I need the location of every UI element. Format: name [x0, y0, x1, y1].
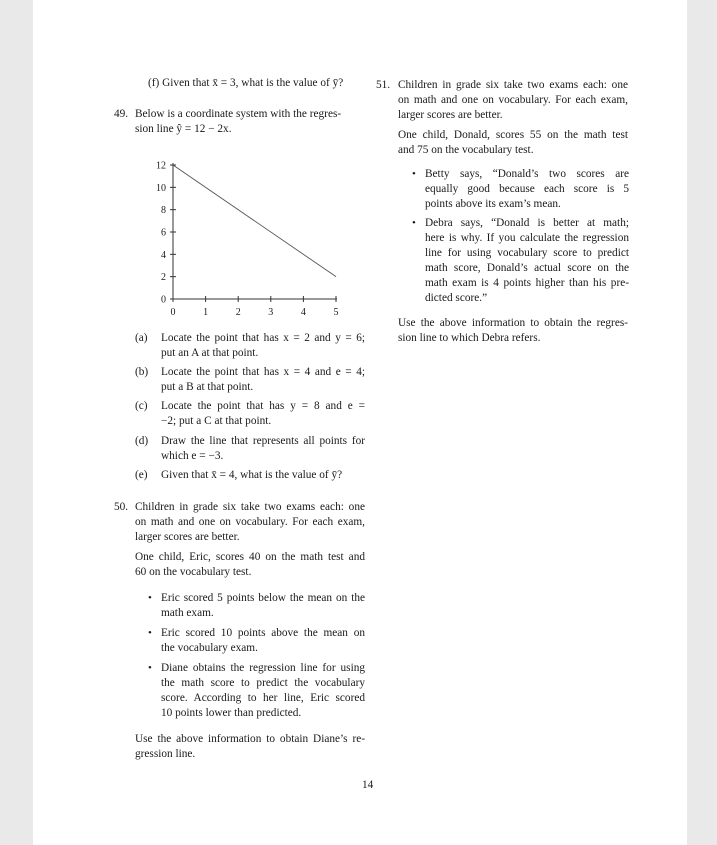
text-line: Use the above information to obtain the regres-	[398, 317, 628, 329]
bullet-text-line: line for using vocabulary score to predict	[425, 247, 629, 259]
regression-line	[173, 165, 336, 277]
part-label: (d)	[135, 435, 149, 447]
text-line: One child, Eric, scores 40 on the math test and	[135, 551, 365, 563]
bullet-text-line: math exam.	[161, 607, 214, 619]
bullet-text-line: Betty says, “Donald’s two scores are	[425, 168, 629, 180]
bullet-text-line: score. According to her line, Eric scored	[161, 692, 365, 704]
part-label: (b)	[135, 366, 149, 378]
part-text-line2: −2; put a C at that point.	[161, 415, 272, 427]
text-line: on math and one on vocabulary. For each exam,	[398, 94, 628, 106]
bullet-text-line: the math score to predict the vocabulary	[161, 677, 365, 689]
text-line: larger scores are better.	[398, 109, 503, 121]
q49-number: 49.	[114, 108, 129, 120]
q49-intro-line1: Below is a coordinate system with the regres-	[135, 108, 342, 120]
bullet-text-line: equally good because each score is 5	[425, 183, 629, 195]
bullet-text-line: dicted score.”	[425, 292, 488, 304]
x-tick-label: 1	[203, 307, 209, 318]
y-tick-label: 4	[161, 249, 166, 261]
bullet-dot: •	[148, 627, 152, 639]
page-number: 14	[362, 779, 374, 791]
text-line: gression line.	[135, 748, 196, 760]
text-line: Children in grade six take two exams each: one	[398, 79, 628, 91]
text-line: One child, Donald, scores 55 on the math test	[398, 129, 628, 141]
part-label: (c)	[135, 400, 148, 412]
part-text-line1: Locate the point that has x = 2 and y = 6;	[161, 332, 365, 344]
text-line: and 75 on the vocabulary test.	[398, 144, 534, 156]
x-tick-label: 4	[300, 307, 306, 318]
x-tick-label: 3	[268, 307, 274, 318]
part-text-line2: put an A at that point.	[161, 347, 259, 359]
bullet-text-line: points above its exam’s mean.	[425, 198, 561, 210]
y-tick-label: 2	[161, 272, 166, 284]
q48f-line	[148, 76, 343, 91]
text-line: 60 on the vocabulary test.	[135, 566, 252, 578]
part-text-line1: Locate the point that has y = 8 and e =	[161, 400, 365, 412]
text-line: sion line to which Debra refers.	[398, 332, 541, 344]
y-tick-label: 12	[156, 160, 166, 172]
x-tick-label: 5	[333, 307, 339, 318]
text-line: Use the above information to obtain Diane’s re-	[135, 733, 365, 745]
text-line: larger scores are better.	[135, 531, 240, 543]
bullet-text-line: the vocabulary exam.	[161, 642, 258, 654]
bullet-text-line: Eric scored 10 points above the mean on	[161, 627, 365, 639]
q48f-text: Given that x̄ = 3, what is the value of ȳ?	[162, 77, 344, 89]
bullet-text-line: math score, Donald’s actual score on the	[425, 262, 629, 274]
text-line: on math and one on vocabulary. For each exam,	[135, 516, 365, 528]
bullet-text-line: Eric scored 5 points below the mean on the	[161, 592, 365, 604]
bullet-text-line: 10 points lower than predicted.	[161, 707, 302, 719]
bullet-text-line: Diane obtains the regression line for using	[161, 662, 365, 674]
bullet-dot: •	[412, 168, 416, 180]
bullet-text-line: math exam is 4 points higher than his pre-	[425, 277, 629, 289]
part-text-line1: Locate the point that has x = 4 and e = 4;	[161, 366, 365, 378]
x-tick-label: 0	[170, 307, 176, 318]
q48f-label: (f)	[148, 77, 160, 89]
y-tick-label: 10	[156, 182, 166, 194]
regression-chart	[140, 155, 355, 320]
bullet-text-line: Debra says, “Donald is better at math;	[425, 217, 629, 229]
part-label: (e)	[135, 469, 148, 481]
part-text-line2: which e = −3.	[161, 450, 224, 462]
bullet-dot: •	[148, 592, 152, 604]
bullet-text-line: here is why. If you calculate the regression	[425, 232, 629, 244]
y-tick-label: 0	[161, 294, 166, 306]
q50-number: 50.	[114, 501, 129, 513]
y-tick-label: 8	[161, 205, 166, 217]
bullet-dot: •	[412, 217, 416, 229]
part-label: (a)	[135, 332, 148, 344]
bullet-dot: •	[148, 662, 152, 674]
part-text-line2: put a B at that point.	[161, 381, 254, 393]
q51-number: 51.	[376, 79, 391, 91]
part-text-line1: Given that x̄ = 4, what is the value of ȳ?	[161, 469, 343, 481]
q49-intro-line2: sion line ŷ = 12 − 2x.	[135, 123, 232, 135]
y-tick-label: 6	[161, 227, 166, 239]
x-tick-label: 2	[235, 307, 241, 318]
text-line: Children in grade six take two exams each: one	[135, 501, 365, 513]
part-text-line1: Draw the line that represents all points for	[161, 435, 365, 447]
